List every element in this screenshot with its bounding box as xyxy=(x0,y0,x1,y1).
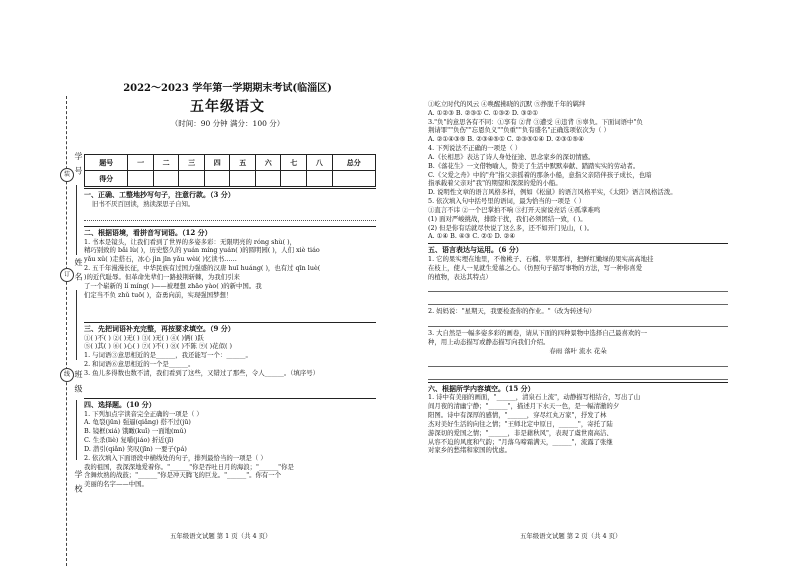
score-cell: 一 xyxy=(128,155,154,171)
right-line: A. ①②③ B. ②③① C. ①③② D. ③②① xyxy=(428,108,538,117)
q3-line: ⑤( )其( ) ⑥( )心( ) ⑦( )不( ) ⑧( )不陈 ⑨( )花似( ) xyxy=(84,342,232,351)
q5-line: 3. 大自然是一幅多姿多彩的画卷，请从下面的四种景物中选择自己最喜欢的一 xyxy=(428,329,648,338)
score-input[interactable] xyxy=(179,171,205,187)
score-table xyxy=(84,154,376,187)
q6-line: 杰对美好生活的向往之情；"王师北定中原日，______"，寄托了陆 xyxy=(428,419,613,428)
binding-circle-2: 订 xyxy=(60,268,74,282)
score-input[interactable] xyxy=(307,171,333,187)
label-school: 学 校 xyxy=(74,470,84,495)
answer-line[interactable] xyxy=(428,281,728,292)
question-1 xyxy=(84,188,376,221)
answer-line[interactable] xyxy=(428,356,728,367)
score-cell: 总分 xyxy=(332,155,375,171)
q1-text: 旧书不厌百回读，熟读深思子自知。 xyxy=(92,199,195,208)
q6-line: 间月夜的清幽宁静；"______"，描述月下水天一色，是一幅清澈的夕 xyxy=(428,402,620,411)
score-cell: 五 xyxy=(230,155,256,171)
question-3 xyxy=(84,322,376,378)
q2-line: 了一个崭新的 lí míng( )——被理想 zhāo yào( )的新中国。我 xyxy=(84,281,262,290)
right-line: (2) 但是你有话就尽快说了这么多，还不如开门见山，( )。 xyxy=(428,223,594,232)
binding-margin xyxy=(0,0,82,561)
right-line: B.《落花生》一文借物喻人，赞美了生活中默默奉献、踏踏实实的劳动者。 xyxy=(428,161,640,170)
score-header-row xyxy=(85,155,376,171)
right-line: C.《父爱之舟》中的"舟"指父亲摇着的那条小船，意指父亲陪伴孩子成长，也暗 xyxy=(428,170,652,179)
q6-line: 1. 诗中有美丽的画面，"______，清泉石上流"，动静描写相结合，写出了山 xyxy=(428,393,641,402)
q4-line: 美丽的名字——中国。 xyxy=(84,480,148,489)
binding-dashed-line xyxy=(66,96,67,566)
q4-heading: 四、选择题。（10 分） xyxy=(84,398,376,410)
q4-line: 含舞炊熟的战鼓；"______"你是冲天腾飞的巨龙。"______"。你有一个 xyxy=(84,471,282,480)
q3-line: 1. 与词语③意思相近的是______，我还能写一个：______。 xyxy=(84,351,252,360)
score-input[interactable] xyxy=(128,171,154,187)
label-class: 班 级 xyxy=(74,370,84,395)
right-line: 4. 下列说法不正确的一项是（ ） xyxy=(428,144,522,153)
q1-heading: 一、正确、工整地抄写句子，注意行款。（3 分） xyxy=(84,188,376,200)
question-2 xyxy=(84,226,376,299)
q2-line: 2. 五千年漫漫长征，中华民族有过国力强盛的汉唐 huī huáng( )，也有过 qīn luè( xyxy=(84,264,321,273)
score-input[interactable] xyxy=(153,171,179,187)
score-cell: 六 xyxy=(255,155,281,171)
q5-line: 种，用上动态描写或静态描写向我们介绍。 xyxy=(428,338,550,347)
q4-line: A. 龟裂(jūn) 强逼(qiǎng) 搭不过(jū) xyxy=(84,418,191,427)
exam-meta: （时间：90 分钟 满分：100 分） xyxy=(170,119,285,128)
right-line: (1) 面对严峻挑战，排除干扰，我们必须团结一致，( )。 xyxy=(428,214,587,223)
score-input[interactable] xyxy=(204,171,230,187)
q2-line: yǎu xǔ( )走搭石，冰心 jìn jīn yǎu wèi( )忆读书…… xyxy=(84,255,237,264)
q4-line: C. 生杀(liè) 复嚼(jiáo) 折近(jī) xyxy=(84,436,174,445)
q4-line: 1. 下列加点字读音完全正确的一项是（ ） xyxy=(84,409,203,418)
q2-line: 精巧别致的 bǎi lù( )，历史悠久的 yuán míng yuán( )的圆明园( )，人们 xiè tiáo xyxy=(84,246,320,255)
q4-line: 2. 依次填入下面语段中横线处的句子，排列最恰当的一项是（ ） xyxy=(84,453,267,462)
score-cell: 题号 xyxy=(85,155,128,171)
q2-line: 们定当不负 zhǔ tuō( )，奋勇向前，实现强国梦想！ xyxy=(84,290,233,299)
right-line: D. 说明性文章的语言风格多样，例如《松鼠》的语言风格平实，《太阳》语言风格活泼。 xyxy=(428,188,677,197)
binding-circle-3: 线 xyxy=(60,368,74,382)
score-cell: 八 xyxy=(307,155,333,171)
subject-title: 五年级语文 xyxy=(190,99,265,115)
score-input[interactable] xyxy=(332,171,375,187)
score-input[interactable] xyxy=(230,171,256,187)
q2-line: 1. 书本是镜头，让我们看到了世界的多姿多彩：无限明亮的 róng shù( )， xyxy=(84,237,296,246)
score-cell: 四 xyxy=(204,155,230,171)
q3-line: 3. 鱼儿多得数也数不清，我们看到了这些，又错过了那些，令人______。（填序号） xyxy=(84,368,319,377)
right-line: ①屹立时代的风云 ④唤醒拂晓的沉默 ⑤挣脱千年的羁绊 xyxy=(428,100,586,108)
answer-line[interactable] xyxy=(428,369,728,380)
answer-line[interactable] xyxy=(428,294,728,305)
exam-title: 2022～2023 学年第一学期期末考试(临淄区) xyxy=(123,83,332,94)
score-cell: 七 xyxy=(281,155,307,171)
q6-line: 从容不迫的风度和气韵；"月落乌啼霜满天，______"，流露了张继 xyxy=(428,437,613,446)
right-line: ①直言不讳 ②一个巴掌拍不响 ③打开天窗说亮话 ④孤掌难鸣 xyxy=(428,205,601,214)
q5-options: 春雨 落叶 流水 花朵 xyxy=(549,346,607,355)
q4-line: D. 潜引(qiǎn) 笑叹(jīn) 一要子(pá) xyxy=(84,444,187,453)
footer-page-2: 五年级语文试题 第 2 页（共 4 页） xyxy=(520,532,622,540)
footer-page-1: 五年级语文试题 第 1 页（共 4 页） xyxy=(170,532,272,540)
right-column xyxy=(428,100,728,455)
score-cell: 二 xyxy=(153,155,179,171)
q6-heading: 六、根据所学内容填空。（15 分） xyxy=(428,382,728,394)
q6-line: 阳图。诗中有深厚的感情，"______，穿尽红丸万家"，抒发了林 xyxy=(428,411,607,420)
right-line: A. ①④ B. ④③ C. ②① D. ②④ xyxy=(428,232,516,241)
q4-line: B. 镜框(xiá) 饿瞰(kuǐ) 一面地(mǔ) xyxy=(84,427,187,436)
score-value-row xyxy=(85,171,376,187)
score-cell: 三 xyxy=(179,155,205,171)
q6-line: 游深切的爱国之情；"______，非是藉秋风"，表现了虞世南高洁、 xyxy=(428,428,613,437)
student-id-line xyxy=(76,185,77,255)
score-input[interactable] xyxy=(255,171,281,187)
q5-line: 在枝上，使人一见就生爱慕之心。（仿照句子描写事物的方法，写一种你喜爱 xyxy=(428,263,643,272)
label-name: 姓 名 xyxy=(74,258,84,283)
class-line xyxy=(76,400,77,460)
score-label: 得分 xyxy=(85,171,128,187)
right-line: A. ②①④③⑤ B. ②③④⑤① C. ②③⑤①④ D. ②③①⑤④ xyxy=(428,135,584,144)
q5-heading: 五、语言表达与运用。（6 分） xyxy=(428,243,728,255)
q3-heading: 三、先把词语补充完整，再按要求填空。（9 分） xyxy=(84,322,376,334)
q1-writing-line[interactable] xyxy=(84,220,376,221)
q5-line: 1. 它的果实埋在地里，不像桃子、石榴、苹果那样，把鲜红嫩绿的果实高高地挂 xyxy=(428,254,654,263)
q2-heading: 二、根据语境，看拼音写词语。（12 分） xyxy=(84,226,376,238)
q6-line: 对家乡的愁绪和家国的忧虑。 xyxy=(428,446,512,455)
q5-line: 的植物，表达其特点） xyxy=(428,272,492,281)
right-line: 3."负"的意思各有不同：①享有 ②背 ③遭受 ④违背 ⑤辜负。下面词语中"负 xyxy=(428,117,643,126)
q3-line: ①( )不( ) ②( )无( ) ③( )无( ) ④( )俩( )跃 xyxy=(84,333,204,342)
name-line xyxy=(76,290,77,360)
q3-line: 2. 和词语⑥意思相近的一个是______。 xyxy=(84,360,195,369)
score-input[interactable] xyxy=(281,171,307,187)
question-4 xyxy=(84,398,376,489)
q2-line: )的近代耻辱。但革命先辈们一路披荆斩棘，为我们引来 xyxy=(84,272,240,281)
q4-line: 我的祖国，我深深地爱着你。"______"你是吞吐日月的海浪；"______"你是 xyxy=(84,462,294,471)
right-line: A.《长相思》表达了诗人身处征途、思念家乡的深切情感。 xyxy=(428,152,595,161)
binding-circle-1: 装 xyxy=(60,168,74,182)
answer-line[interactable] xyxy=(428,316,728,327)
label-student-id: 学 号 xyxy=(74,152,84,177)
right-line: 指承载着父亲对"我"的期望和深深的爱的小船。 xyxy=(428,179,562,188)
right-line: 荆请罪""负伤""忘恩负义""负重""负有盛名"正确选项依次为（ ） xyxy=(428,126,610,135)
q5-line: 2. 妈妈说："星期天，我要检查你的作业。"（改为转述句） xyxy=(428,307,596,316)
right-line: 5. 依次填入句中括号里的语词，最为恰当的一项是（ ） xyxy=(428,197,586,206)
